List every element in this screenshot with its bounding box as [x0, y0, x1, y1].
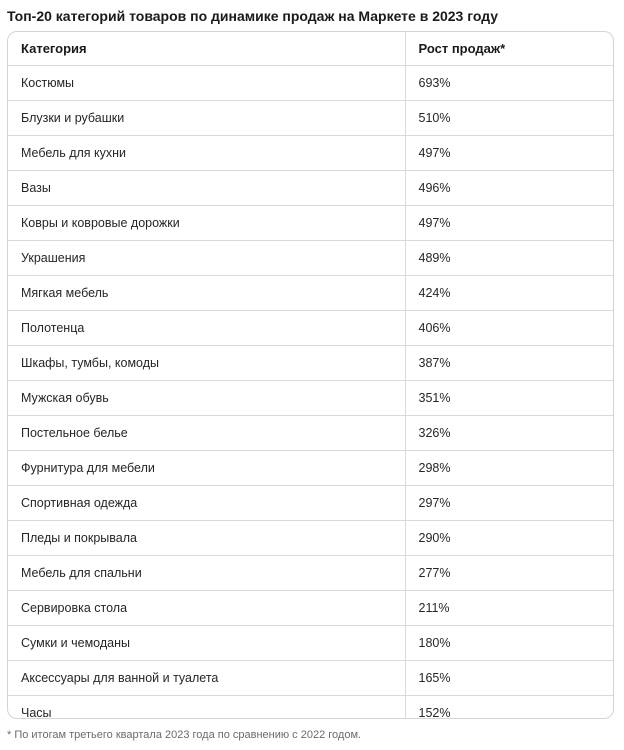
growth-cell: 290%: [405, 521, 613, 556]
table-row: [8, 206, 613, 241]
category-cell: Аксессуары для ванной и туалета: [8, 661, 405, 696]
table-row: [8, 521, 613, 556]
category-cell: Часы: [8, 696, 405, 720]
table-row: [8, 451, 613, 486]
growth-cell: 165%: [405, 661, 613, 696]
category-cell: Вазы: [8, 171, 405, 206]
growth-cell: 152%: [418, 706, 451, 719]
growth-cell: 211%: [405, 591, 613, 626]
table-row: [8, 241, 613, 276]
category-cell: Пледы и покрывала: [8, 521, 405, 556]
growth-cell: 424%: [405, 276, 613, 311]
growth-cell: 489%: [405, 241, 613, 276]
growth-cell: 277%: [405, 556, 613, 591]
growth-cell: 510%: [405, 101, 613, 136]
category-cell: Сумки и чемоданы: [8, 626, 405, 661]
table-row: [8, 276, 613, 311]
data-table: [8, 32, 613, 719]
growth-cell: 297%: [405, 486, 613, 521]
page-title: Топ-20 категорий товаров по динамике продаж на Маркете в 2023 году: [7, 8, 499, 24]
category-cell: Украшения: [8, 241, 405, 276]
table-row: [8, 66, 613, 101]
table-row: [8, 556, 613, 591]
column-header-growth: Рост продаж*: [405, 32, 613, 66]
category-cell: Мебель для спальни: [8, 556, 405, 591]
table-row: [8, 626, 613, 661]
table-row: [8, 381, 613, 416]
growth-cell: 180%: [405, 626, 613, 661]
growth-cell: 497%: [405, 136, 613, 171]
category-cell: Фурнитура для мебели: [8, 451, 405, 486]
table-row: [8, 696, 613, 720]
table-row: [8, 171, 613, 206]
table-body: [8, 66, 613, 720]
growth-cell: 326%: [405, 416, 613, 451]
category-cell: Блузки и рубашки: [8, 101, 405, 136]
growth-cell: 351%: [405, 381, 613, 416]
category-cell: Постельное белье: [8, 416, 405, 451]
growth-cell: 387%: [405, 346, 613, 381]
growth-cell: 496%: [405, 171, 613, 206]
category-cell: Костюмы: [8, 66, 405, 101]
growth-cell: 693%: [405, 66, 613, 101]
category-cell: Мужская обувь: [8, 381, 405, 416]
table-row: [8, 136, 613, 171]
table-row: [8, 101, 613, 136]
table-row: [8, 346, 613, 381]
table-row: [8, 416, 613, 451]
table-row: [8, 311, 613, 346]
growth-cell: 406%: [405, 311, 613, 346]
table-row: [8, 591, 613, 626]
category-cell: Полотенца: [8, 311, 405, 346]
category-cell: Сервировка стола: [8, 591, 405, 626]
growth-cell: 497%: [405, 206, 613, 241]
growth-cell: 298%: [405, 451, 613, 486]
table-row: [8, 661, 613, 696]
footnote: * По итогам третьего квартала 2023 года по сравнению с 2022 годом.: [7, 729, 362, 741]
category-cell: Мягкая мебель: [8, 276, 405, 311]
category-cell: Спортивная одежда: [8, 486, 405, 521]
category-cell: Ковры и ковровые дорожки: [8, 206, 405, 241]
category-cell: Мебель для кухни: [8, 136, 405, 171]
category-cell: Шкафы, тумбы, комоды: [8, 346, 405, 381]
data-table-container: [7, 31, 614, 719]
column-header-category: Категория: [8, 32, 405, 66]
table-header-row: [8, 32, 613, 66]
table-row: [8, 486, 613, 521]
